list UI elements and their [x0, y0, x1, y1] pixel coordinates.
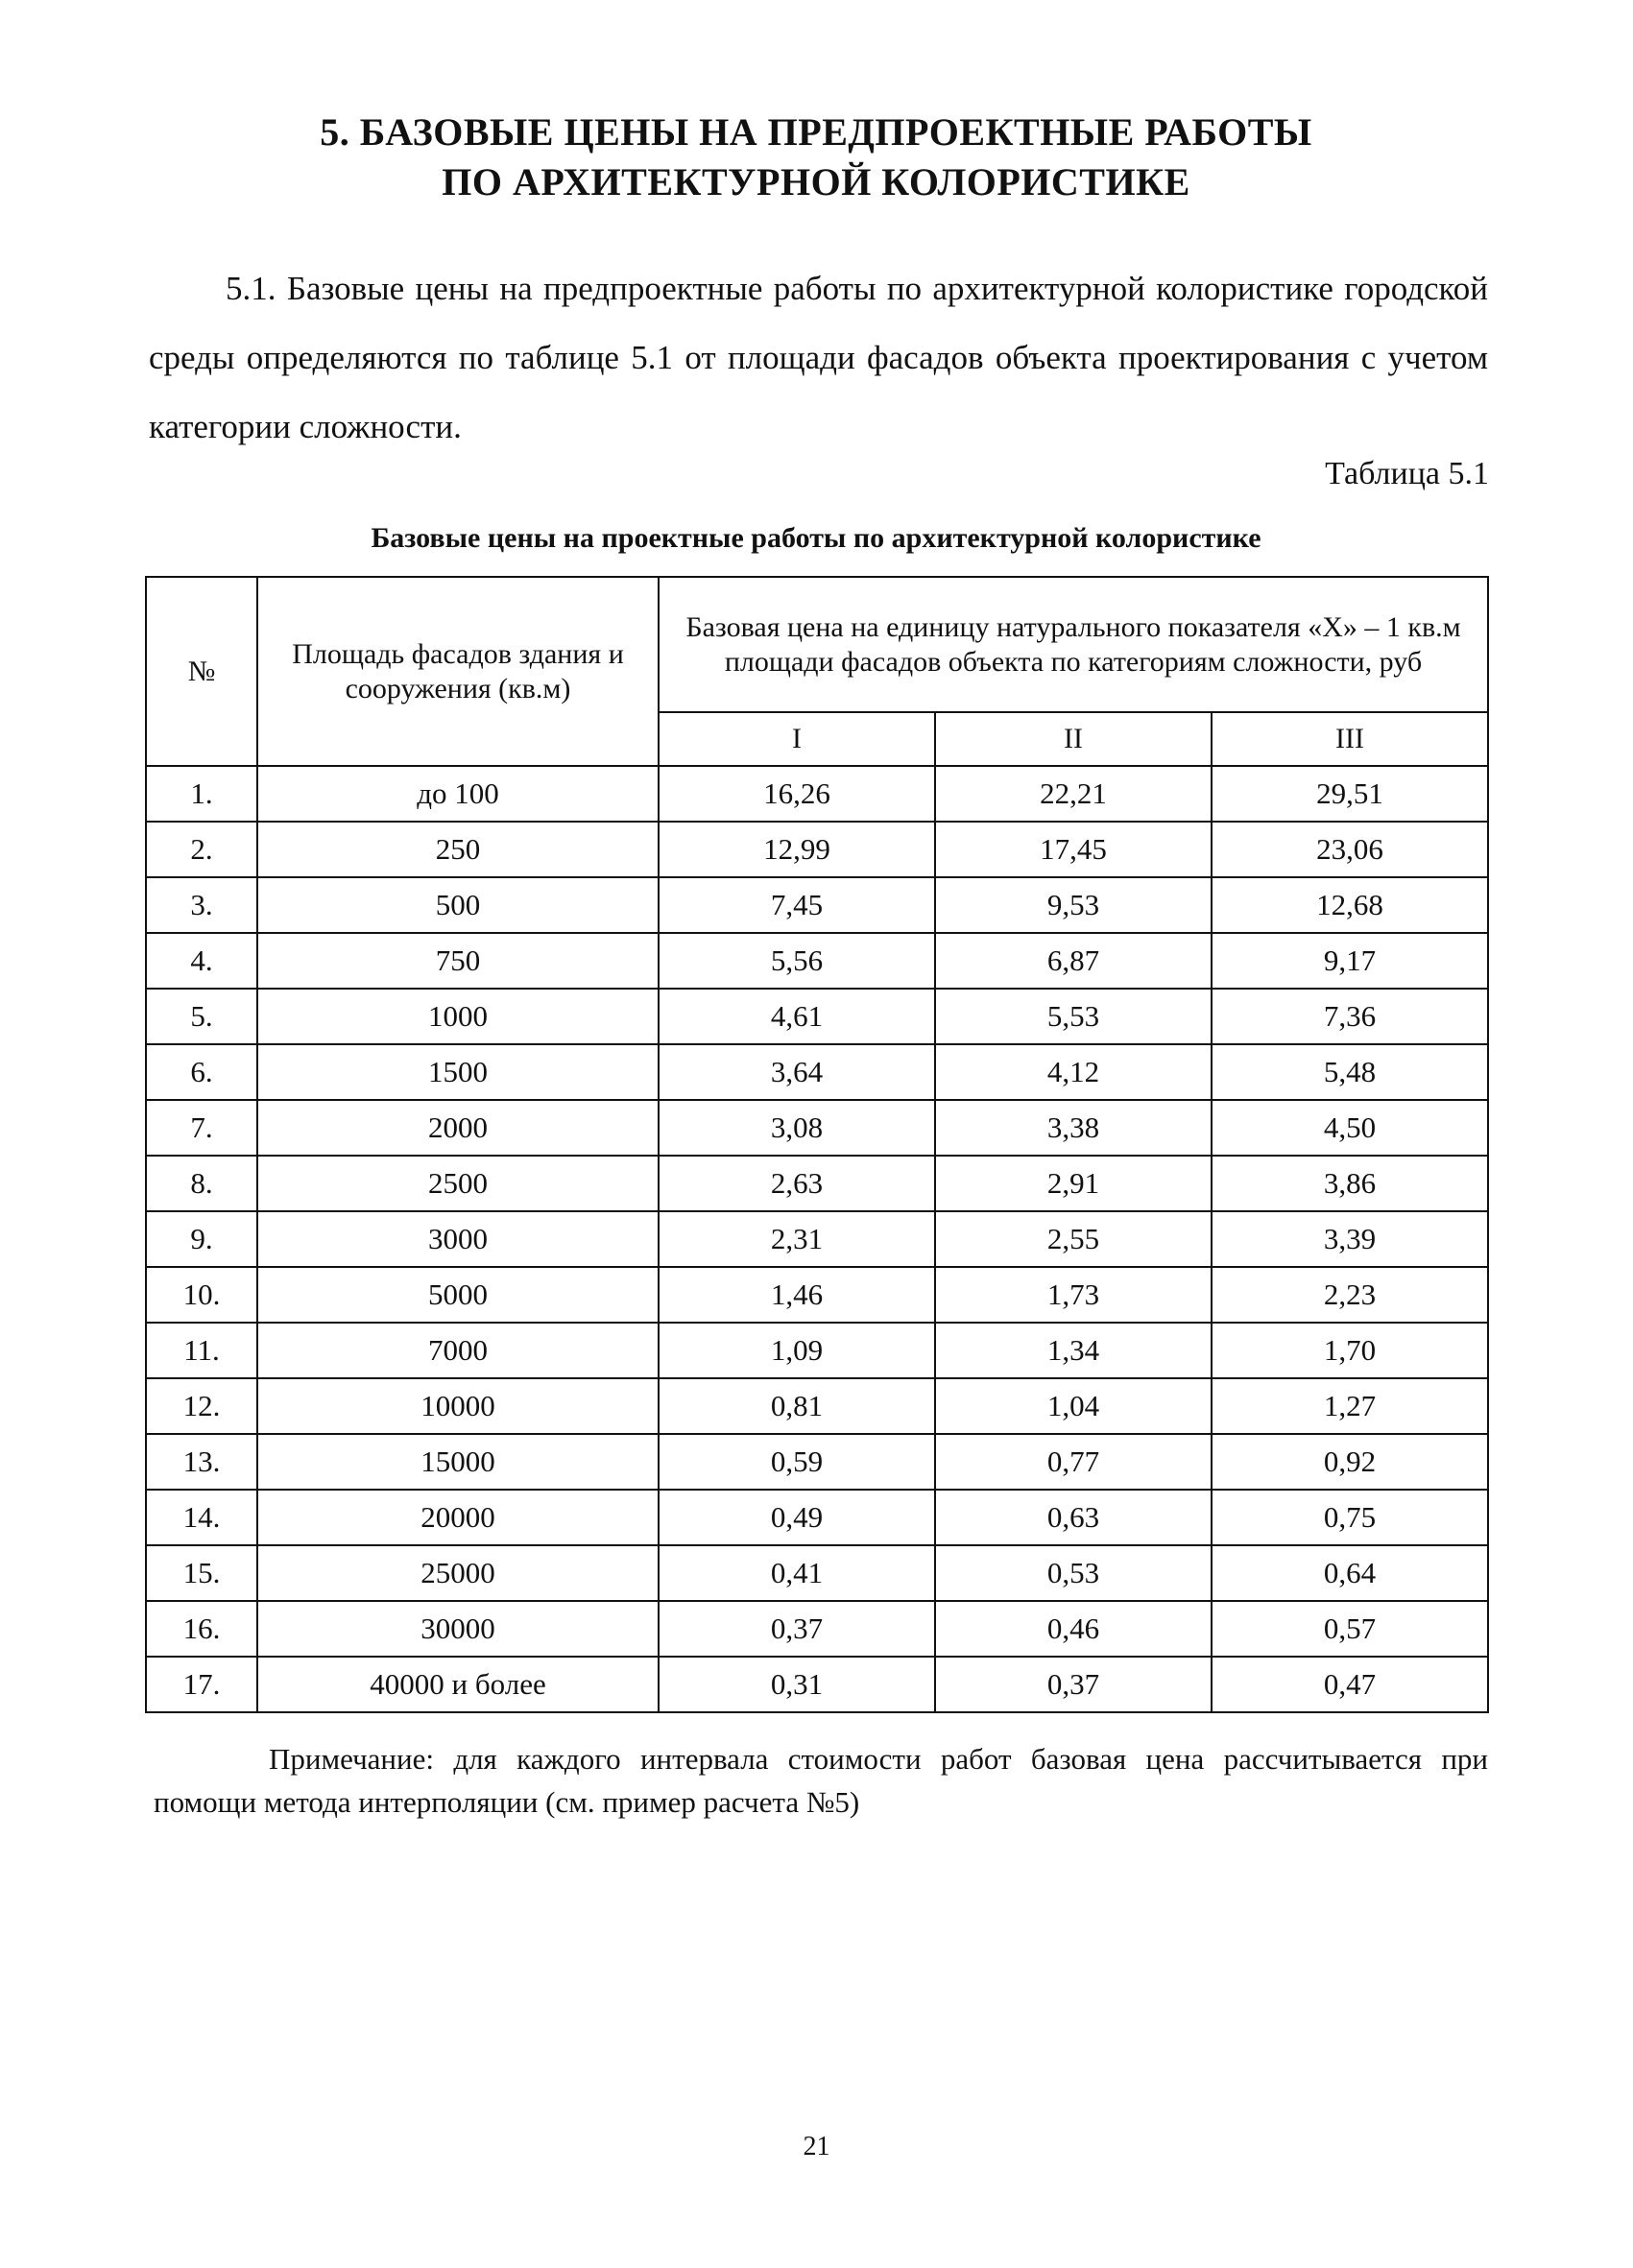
row-number: 15. [146, 1545, 257, 1601]
table-row [146, 766, 1488, 822]
row-area: 250 [257, 822, 659, 877]
header-category-2: II [935, 712, 1212, 766]
row-area: 10000 [257, 1378, 659, 1434]
row-price-cat1: 3,08 [659, 1100, 935, 1156]
row-price-cat1: 0,59 [659, 1434, 935, 1490]
row-number: 11. [146, 1323, 257, 1378]
row-price-cat3: 4,50 [1212, 1100, 1488, 1156]
row-price-cat1: 2,63 [659, 1156, 935, 1211]
row-price-cat3: 0,75 [1212, 1490, 1488, 1545]
row-price-cat2: 3,38 [935, 1100, 1212, 1156]
row-number: 12. [146, 1378, 257, 1434]
table-row [146, 822, 1488, 877]
row-area: до 100 [257, 766, 659, 822]
table-row [146, 1490, 1488, 1545]
row-price-cat3: 5,48 [1212, 1044, 1488, 1100]
row-price-cat1: 5,56 [659, 933, 935, 989]
price-table [145, 576, 1489, 1713]
table-title: Базовые цены на проектные работы по архитектурной колористике [371, 522, 1261, 554]
row-price-cat3: 1,27 [1212, 1378, 1488, 1434]
row-number: 8. [146, 1156, 257, 1211]
row-number: 16. [146, 1601, 257, 1657]
table-label: Таблица 5.1 [1325, 456, 1489, 491]
row-number: 14. [146, 1490, 257, 1545]
row-price-cat1: 16,26 [659, 766, 935, 822]
table-row [146, 1601, 1488, 1657]
row-price-cat2: 0,53 [935, 1545, 1212, 1601]
row-price-cat3: 0,57 [1212, 1601, 1488, 1657]
row-price-cat1: 2,31 [659, 1211, 935, 1267]
row-price-cat2: 6,87 [935, 933, 1212, 989]
row-price-cat1: 7,45 [659, 877, 935, 933]
row-price-cat1: 1,09 [659, 1323, 935, 1378]
table-row [146, 1545, 1488, 1601]
row-area: 750 [257, 933, 659, 989]
table-row [146, 1267, 1488, 1323]
page-number: 21 [803, 2132, 830, 2161]
table-row [146, 1657, 1488, 1712]
header-category-3: III [1212, 712, 1488, 766]
row-price-cat2: 2,91 [935, 1156, 1212, 1211]
row-price-cat3: 29,51 [1212, 766, 1488, 822]
row-price-cat3: 0,64 [1212, 1545, 1488, 1601]
row-area: 40000 и более [257, 1657, 659, 1712]
row-price-cat3: 2,23 [1212, 1267, 1488, 1323]
row-area: 25000 [257, 1545, 659, 1601]
row-area: 1500 [257, 1044, 659, 1100]
table-row [146, 1323, 1488, 1378]
table-row [146, 1434, 1488, 1490]
row-price-cat3: 12,68 [1212, 877, 1488, 933]
row-area: 3000 [257, 1211, 659, 1267]
row-area: 2500 [257, 1156, 659, 1211]
row-price-cat3: 0,47 [1212, 1657, 1488, 1712]
row-price-cat2: 1,34 [935, 1323, 1212, 1378]
row-number: 17. [146, 1657, 257, 1712]
row-number: 7. [146, 1100, 257, 1156]
row-price-cat2: 9,53 [935, 877, 1212, 933]
header-facade-area: Площадь фасадов здания и сооружения (кв.м) [257, 577, 659, 766]
row-price-cat1: 0,31 [659, 1657, 935, 1712]
row-number: 9. [146, 1211, 257, 1267]
row-number: 2. [146, 822, 257, 877]
table-footnote: Примечание: для каждого интервала стоимости работ базовая цена рассчитывается при помощи метода интерполяции (см. пример расчета №5) [154, 1742, 1488, 1819]
row-price-cat2: 0,46 [935, 1601, 1212, 1657]
intro-paragraph: 5.1. Базовые цены на предпроектные работы по архитектурной колористике городской среды определяются по таблице 5.1 от площади фасадов объекта проектирования с учетом категории сложности. [149, 270, 1488, 445]
row-price-cat3: 7,36 [1212, 989, 1488, 1044]
row-number: 6. [146, 1044, 257, 1100]
row-price-cat1: 1,46 [659, 1267, 935, 1323]
row-price-cat3: 3,86 [1212, 1156, 1488, 1211]
row-price-cat3: 23,06 [1212, 822, 1488, 877]
row-area: 5000 [257, 1267, 659, 1323]
row-price-cat1: 0,49 [659, 1490, 935, 1545]
row-number: 5. [146, 989, 257, 1044]
row-area: 2000 [257, 1100, 659, 1156]
section-heading-line1: 5. БАЗОВЫЕ ЦЕНЫ НА ПРЕДПРОЕКТНЫЕ РАБОТЫ [320, 110, 1312, 154]
row-price-cat3: 0,92 [1212, 1434, 1488, 1490]
row-area: 20000 [257, 1490, 659, 1545]
row-price-cat3: 1,70 [1212, 1323, 1488, 1378]
row-price-cat2: 1,73 [935, 1267, 1212, 1323]
table-row [146, 1378, 1488, 1434]
table-row [146, 877, 1488, 933]
table-row [146, 1044, 1488, 1100]
row-price-cat1: 4,61 [659, 989, 935, 1044]
table-row [146, 933, 1488, 989]
row-price-cat2: 2,55 [935, 1211, 1212, 1267]
header-base-price: Базовая цена на единицу натурального показателя «Х» – 1 кв.м площади фасадов объекта по категориям сложности, руб [659, 577, 1488, 712]
header-category-1: I [659, 712, 935, 766]
row-number: 1. [146, 766, 257, 822]
header-number: № [146, 577, 257, 766]
row-price-cat3: 9,17 [1212, 933, 1488, 989]
row-price-cat2: 0,63 [935, 1490, 1212, 1545]
price-table-body [146, 766, 1488, 1712]
row-area: 500 [257, 877, 659, 933]
row-price-cat3: 3,39 [1212, 1211, 1488, 1267]
row-number: 10. [146, 1267, 257, 1323]
row-price-cat1: 12,99 [659, 822, 935, 877]
row-number: 4. [146, 933, 257, 989]
row-area: 7000 [257, 1323, 659, 1378]
row-price-cat2: 22,21 [935, 766, 1212, 822]
table-row [146, 1156, 1488, 1211]
section-heading-line2: ПО АРХИТЕКТУРНОЙ КОЛОРИСТИКЕ [442, 160, 1190, 203]
row-price-cat2: 17,45 [935, 822, 1212, 877]
row-price-cat1: 3,64 [659, 1044, 935, 1100]
row-price-cat2: 0,77 [935, 1434, 1212, 1490]
table-row [146, 989, 1488, 1044]
table-row [146, 1100, 1488, 1156]
row-price-cat1: 0,37 [659, 1601, 935, 1657]
row-price-cat1: 0,81 [659, 1378, 935, 1434]
row-number: 3. [146, 877, 257, 933]
row-area: 1000 [257, 989, 659, 1044]
row-price-cat2: 5,53 [935, 989, 1212, 1044]
table-row [146, 1211, 1488, 1267]
row-price-cat2: 0,37 [935, 1657, 1212, 1712]
row-area: 30000 [257, 1601, 659, 1657]
row-area: 15000 [257, 1434, 659, 1490]
row-number: 13. [146, 1434, 257, 1490]
row-price-cat1: 0,41 [659, 1545, 935, 1601]
row-price-cat2: 1,04 [935, 1378, 1212, 1434]
row-price-cat2: 4,12 [935, 1044, 1212, 1100]
